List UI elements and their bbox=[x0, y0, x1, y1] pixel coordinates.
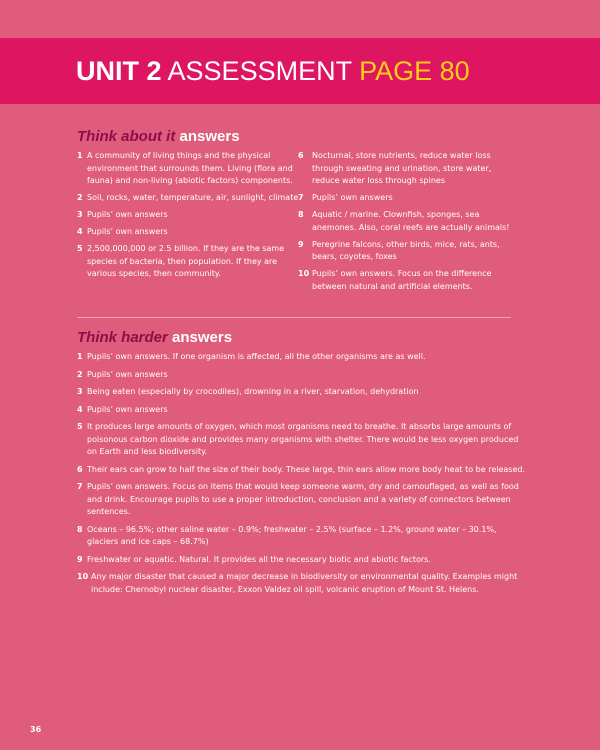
list-item bbox=[77, 404, 527, 417]
item-number: 10 bbox=[77, 572, 89, 581]
heading-rest: answers bbox=[172, 329, 233, 346]
list-item bbox=[77, 524, 527, 549]
think-about-it-list-left bbox=[77, 150, 299, 285]
item-text: Pupils’ own answers. Focus on the difference between natural and artificial elements. bbox=[312, 269, 492, 291]
list-item bbox=[77, 464, 527, 477]
list-item bbox=[77, 554, 527, 567]
item-text: Pupils’ own answers bbox=[312, 193, 393, 202]
item-text: Their ears can grow to half the size of their body. These large, thin ears allow more body heat to be released. bbox=[87, 464, 526, 474]
page-title bbox=[76, 54, 470, 88]
list-item bbox=[77, 150, 299, 188]
item-text: Pupils’ own answers bbox=[87, 369, 168, 379]
list-item bbox=[298, 192, 512, 205]
title-page: PAGE 80 bbox=[359, 56, 470, 86]
think-about-it-list-right bbox=[298, 150, 512, 298]
item-text: Aquatic / marine. Clownfish, sponges, sea anemones. Also, coral reefs are actually animals! bbox=[312, 210, 510, 232]
list-item bbox=[298, 239, 512, 264]
item-number: 8 bbox=[77, 524, 83, 534]
page-number: 36 bbox=[30, 725, 42, 734]
list-item bbox=[77, 351, 527, 364]
item-number: 2 bbox=[77, 193, 83, 202]
item-text: Pupils’ own answers bbox=[87, 404, 168, 414]
title-unit: UNIT 2 bbox=[76, 56, 162, 86]
item-number: 4 bbox=[77, 227, 83, 236]
item-text: Oceans – 96.5%; other saline water – 0.9%; freshwater – 2.5% (surface – 1.2%, ground water – 30.1%, glaciers and ice caps – 68.7%) bbox=[87, 524, 497, 546]
item-text: Any major disaster that caused a major decrease in biodiversity or environmental quality. Examples might include: Chernobyl nuclear disaster, Exxon Valdez oil spill, volcanic eruption of Mount St. Helens. bbox=[91, 572, 518, 594]
item-number: 1 bbox=[77, 352, 83, 361]
item-number: 7 bbox=[77, 482, 83, 491]
item-number: 7 bbox=[298, 193, 304, 202]
list-item bbox=[298, 150, 512, 188]
item-number: 1 bbox=[77, 151, 83, 160]
heading-accent: Think harder bbox=[77, 329, 168, 346]
item-text: Soil, rocks, water, temperature, air, sunlight, climate bbox=[87, 193, 299, 202]
list-item bbox=[298, 209, 512, 234]
item-number: 5 bbox=[77, 422, 83, 431]
item-number: 9 bbox=[77, 554, 83, 564]
item-text: Nocturnal, store nutrients, reduce water loss through sweating and urination, store water, reduce water loss through spines bbox=[312, 151, 492, 185]
item-number: 3 bbox=[77, 387, 83, 396]
item-text: Peregrine falcons, other birds, mice, rats, ants, bears, coyotes, foxes bbox=[312, 239, 500, 261]
heading-accent: Think about it bbox=[77, 128, 176, 145]
item-text: Pupils’ own answers. If one organism is affected, all the other organisms are as well. bbox=[87, 352, 426, 361]
item-text: Freshwater or aquatic. Natural. It provides all the necessary biotic and abiotic factors. bbox=[87, 554, 431, 564]
item-text: A community of living things and the physical environment that surrounds them. Living (flora and fauna) and non-living (abiotic factors) components. bbox=[87, 151, 293, 185]
list-item bbox=[77, 386, 527, 399]
item-text: Being eaten (especially by crocodiles), drowning in a river, starvation, dehydration bbox=[87, 387, 419, 396]
heading-rest: answers bbox=[179, 128, 240, 145]
think-about-it-heading bbox=[77, 128, 240, 146]
item-text: It produces large amounts of oxygen, which most organisms need to breathe. It absorbs large amounts of poisonous carbon dioxide and provides many organisms with shelter. There would be less oxygen produced on Earth and less biodiversity. bbox=[87, 422, 519, 456]
list-item bbox=[77, 243, 299, 281]
list-item bbox=[77, 209, 299, 222]
item-text: Pupils’ own answers bbox=[87, 210, 168, 219]
item-number: 8 bbox=[298, 210, 304, 219]
list-item bbox=[77, 571, 527, 596]
item-number: 6 bbox=[77, 464, 83, 474]
think-harder-heading bbox=[77, 329, 232, 347]
item-text: Pupils’ own answers bbox=[87, 227, 168, 236]
item-number: 5 bbox=[77, 244, 83, 253]
section-divider bbox=[77, 317, 511, 318]
item-text: 2,500,000,000 or 2.5 billion. If they are the same species of bacteria, then population. If they are various species, then community. bbox=[87, 244, 285, 278]
item-number: 2 bbox=[77, 369, 83, 379]
item-text: Pupils’ own answers. Focus on items that would keep someone warm, dry and camouflaged, as well as food and drink. Encourage pupils to use a proper introduction, conclusion and a variety of connectors between sentences. bbox=[87, 482, 519, 516]
list-item bbox=[77, 192, 299, 205]
item-number: 6 bbox=[298, 151, 304, 160]
list-item bbox=[77, 369, 527, 382]
list-item bbox=[298, 268, 512, 293]
item-number: 10 bbox=[298, 269, 310, 278]
item-number: 4 bbox=[77, 404, 83, 414]
think-harder-list bbox=[77, 351, 527, 601]
item-number: 9 bbox=[298, 239, 304, 249]
item-number: 3 bbox=[77, 210, 83, 219]
list-item bbox=[77, 226, 299, 239]
list-item bbox=[77, 421, 527, 459]
title-assessment: ASSESSMENT bbox=[167, 56, 352, 86]
list-item bbox=[77, 481, 527, 519]
